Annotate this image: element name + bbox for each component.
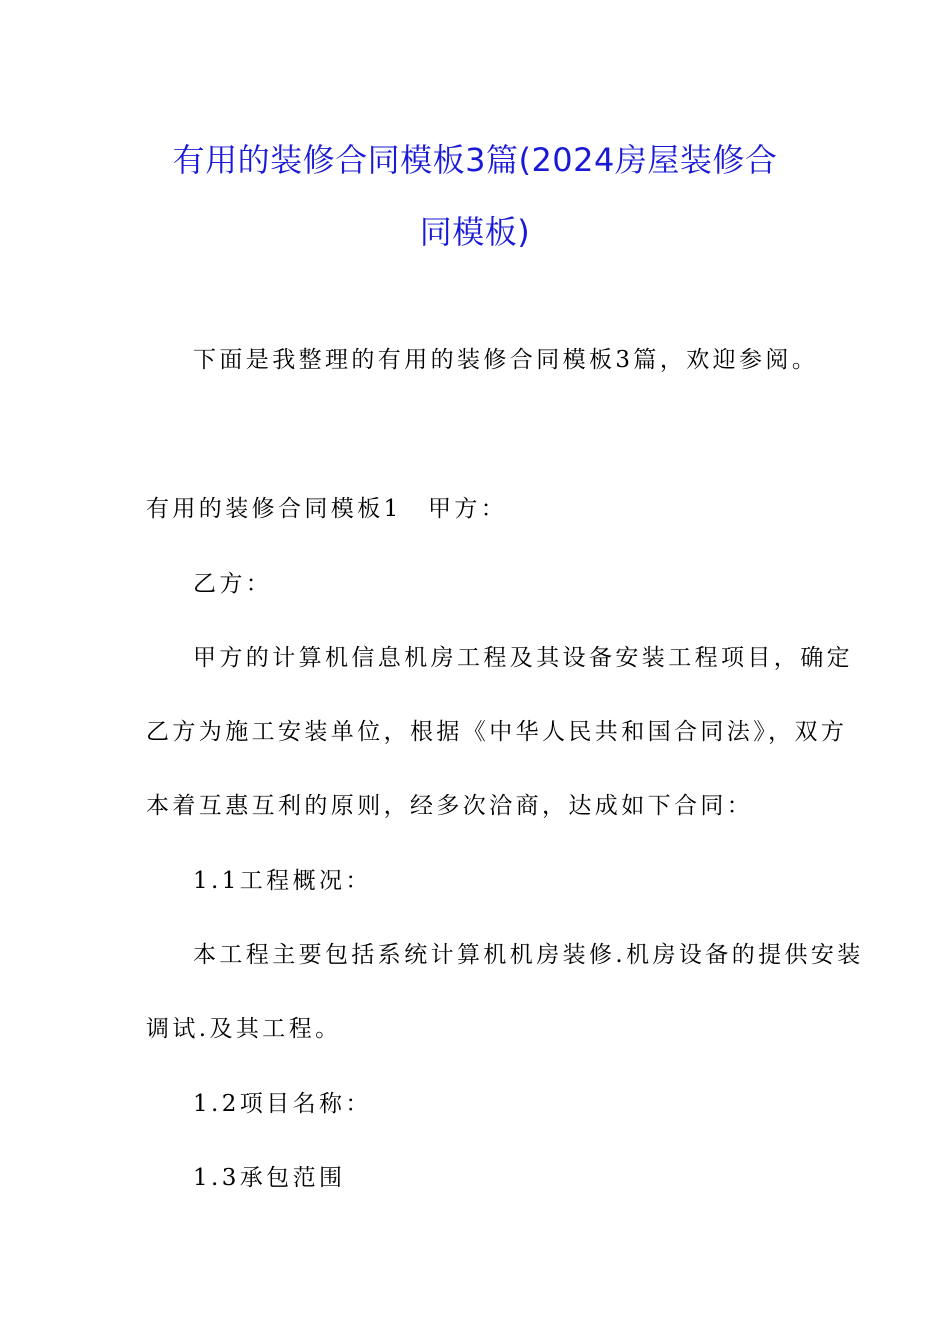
clause-heading: 1.2项目名称： xyxy=(193,1091,372,1117)
paragraph-line: 本工程主要包括系统计算机机房装修.机房设备的提供安装 xyxy=(193,942,864,968)
clause-heading: 1.1工程概况： xyxy=(193,868,372,894)
intro-paragraph: 下面是我整理的有用的装修合同模板3篇，欢迎参阅。 xyxy=(193,347,819,373)
party-a-label: 甲方： xyxy=(428,496,508,522)
paragraph-line: 甲方的计算机信息机房工程及其设备安装工程项目，确定 xyxy=(193,645,853,671)
document-title-line-1: 有用的装修合同模板3篇(2024房屋装修合 xyxy=(172,141,778,179)
clause-heading: 1.3承包范围 xyxy=(193,1165,346,1191)
document-title-line-2: 同模板) xyxy=(419,213,531,251)
paragraph-line: 本着互惠互利的原则，经多次洽商，达成如下合同： xyxy=(146,793,754,819)
paragraph-line: 乙方为施工安装单位，根据《中华人民共和国合同法》，双方 xyxy=(146,719,848,745)
section-heading: 有用的装修合同模板1 xyxy=(146,496,402,522)
paragraph-line: 调试.及其工程。 xyxy=(146,1016,342,1042)
party-b-label: 乙方： xyxy=(193,571,273,597)
